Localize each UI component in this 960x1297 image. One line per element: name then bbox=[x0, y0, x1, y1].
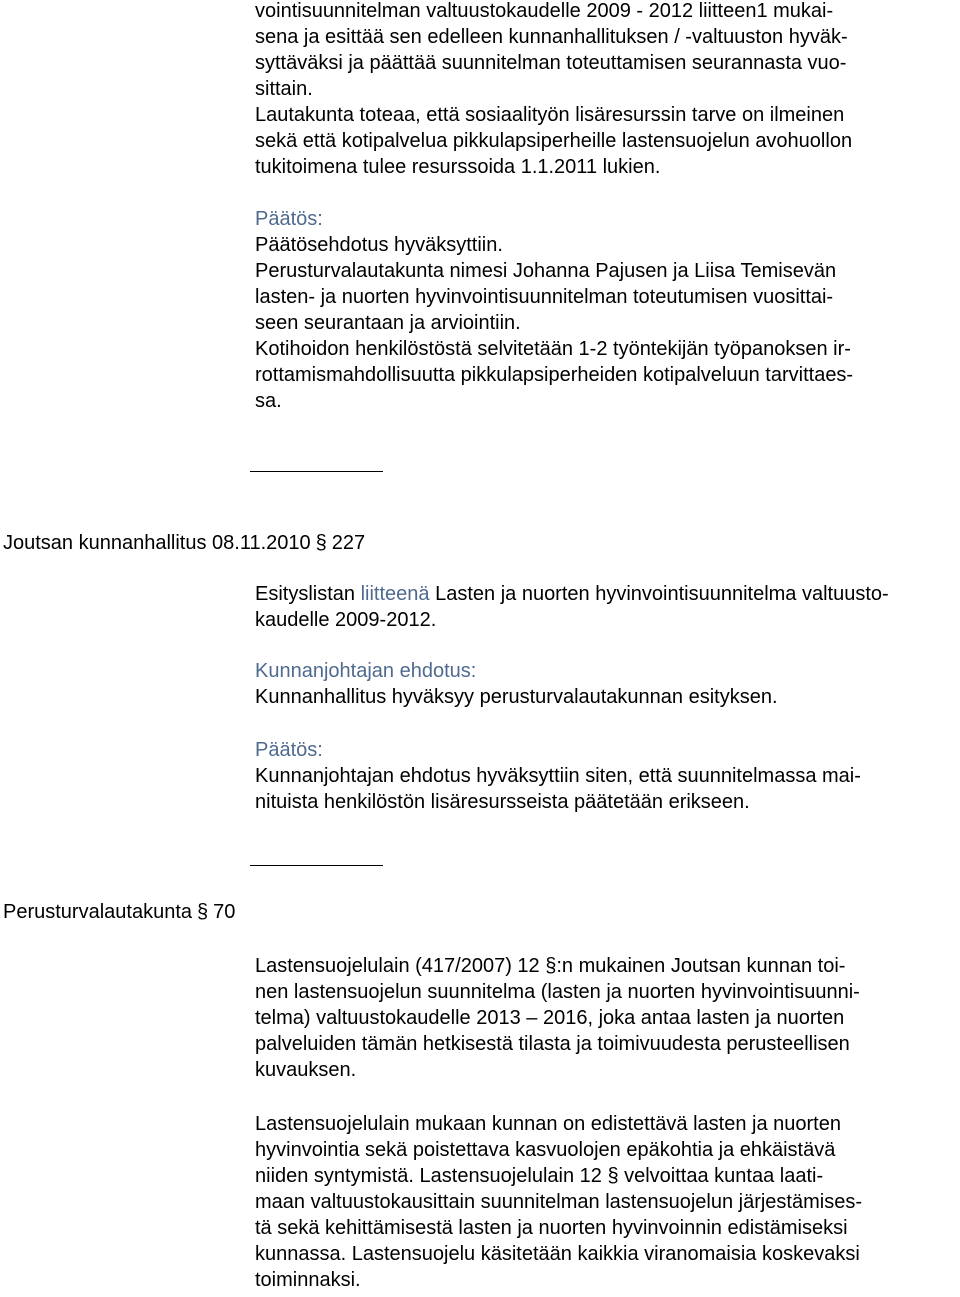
proposal-text: Kunnanhallitus hyväksyy perusturvalautakunnan esityksen. bbox=[255, 686, 778, 708]
text-line: telma) valtuustokaudelle 2013 – 2016, joka antaa lasten ja nuorten bbox=[255, 1007, 845, 1029]
text-line: sittain. bbox=[255, 78, 313, 100]
attachment-note bbox=[255, 581, 955, 633]
text-line: toiminnaksi. bbox=[255, 1269, 361, 1291]
section-number: 227 bbox=[331, 532, 366, 554]
text-fragment: :n mukainen Joutsan kunnan toi- bbox=[556, 955, 846, 977]
decision-label: Päätös: bbox=[255, 208, 323, 230]
section-number: 70 bbox=[213, 901, 236, 923]
paragraph bbox=[255, 953, 955, 1083]
section-heading-perusturvalautakunta bbox=[3, 898, 235, 926]
proposal-block bbox=[255, 658, 955, 710]
text-line: rottamismahdollisuutta pikkulapsiperheiden kotipalveluun tarvittaes- bbox=[255, 364, 854, 386]
text-line: sekä että kotipalvelua pikkulapsiperheille lastensuojelun avohuollon bbox=[255, 130, 853, 152]
text-line: sena ja esittää sen edelleen kunnanhallituksen / -valtuuston hyväk- bbox=[255, 26, 848, 48]
text-line: tukitoimena tulee resurssoida 1.1.2011 lukien. bbox=[255, 156, 661, 178]
section-sign: § bbox=[197, 901, 209, 923]
text-line: Lautakunta toteaa, että sosiaalityön lisäresurssin tarve on ilmeinen bbox=[255, 104, 845, 126]
text-fragment: velvoittaa kuntaa laati- bbox=[618, 1165, 824, 1187]
text-line: tä sekä kehittämisestä lasten ja nuorten hyvinvoinnin edistämiseksi bbox=[255, 1217, 848, 1239]
text-line: Päätösehdotus hyväksyttiin. bbox=[255, 234, 503, 256]
text-line: Lastensuojelulain mukaan kunnan on edistettävä lasten ja nuorten bbox=[255, 1113, 841, 1135]
proposal-label: Kunnanjohtajan ehdotus: bbox=[255, 660, 477, 682]
paragraph bbox=[255, 1111, 955, 1293]
text-line: kunnassa. Lastensuojelu käsitetään kaikkia viranomaisia koskevaksi bbox=[255, 1243, 860, 1265]
text-fragment: Lastensuojelulain (417/2007) 12 bbox=[255, 955, 546, 977]
text-line: syttäväksi ja päättää suunnitelman toteuttamisen seurannasta vuo- bbox=[255, 52, 847, 74]
text-line: lasten- ja nuorten hyvinvointisuunnitelman toteutumisen vuosittai- bbox=[255, 286, 834, 308]
text-line: kuvauksen. bbox=[255, 1059, 357, 1081]
text-line: nituista henkilöstön lisäresursseista päätetään erikseen. bbox=[255, 791, 750, 813]
text-line: palveluiden tämän hetkisestä tilasta ja toimivuudesta perusteellisen bbox=[255, 1033, 850, 1055]
decision-block bbox=[255, 737, 955, 815]
attachment-prefix: Esityslistan bbox=[255, 583, 361, 605]
text-line: seen seurantaan ja arviointiin. bbox=[255, 312, 521, 334]
text-line bbox=[255, 953, 955, 979]
text-line: hyvinvointia sekä poistettava kasvuolojen epäkohtia ja ehkäistävä bbox=[255, 1139, 836, 1161]
text-line bbox=[255, 1163, 955, 1189]
section-separator bbox=[250, 471, 383, 472]
text-line: maan valtuustokausittain suunnitelman lastensuojelun järjestämises- bbox=[255, 1191, 862, 1213]
text-fragment: niiden syntymistä. Lastensuojelulain 12 bbox=[255, 1165, 608, 1187]
decision-label: Päätös: bbox=[255, 739, 323, 761]
text-line: Kotihoidon henkilöstöstä selvitetään 1-2 työntekijän työpanoksen ir- bbox=[255, 338, 851, 360]
continuation-paragraph bbox=[255, 0, 955, 180]
text-line: Kunnanjohtajan ehdotus hyväksyttiin siten, että suunnitelmassa mai- bbox=[255, 765, 861, 787]
text-line: nen lastensuojelun suunnitelma (lasten ja nuorten hyvinvointisuunni- bbox=[255, 981, 860, 1003]
text-line: vointisuunnitelman valtuustokaudelle 2009 - 2012 liitteen1 mukai- bbox=[255, 0, 834, 22]
section-heading-kunnanhallitus bbox=[3, 529, 365, 557]
section-separator bbox=[250, 865, 383, 866]
section-sign: § bbox=[315, 532, 327, 554]
section-sign: § bbox=[545, 955, 557, 977]
body-name: Joutsan kunnanhallitus 08.11.2010 bbox=[3, 532, 311, 554]
text-line: Perusturvalautakunta nimesi Johanna Pajusen ja Liisa Temisevän bbox=[255, 260, 837, 282]
decision-block bbox=[255, 206, 955, 414]
attachment-suffix: Lasten ja nuorten hyvinvointisuunnitelma valtuusto- bbox=[429, 583, 889, 605]
text-line: sa. bbox=[255, 390, 282, 412]
body-name: Perusturvalautakunta bbox=[3, 901, 193, 923]
text-line: kaudelle 2009-2012. bbox=[255, 609, 437, 631]
attachment-link[interactable]: liitteenä bbox=[360, 583, 430, 605]
section-sign: § bbox=[607, 1165, 619, 1187]
